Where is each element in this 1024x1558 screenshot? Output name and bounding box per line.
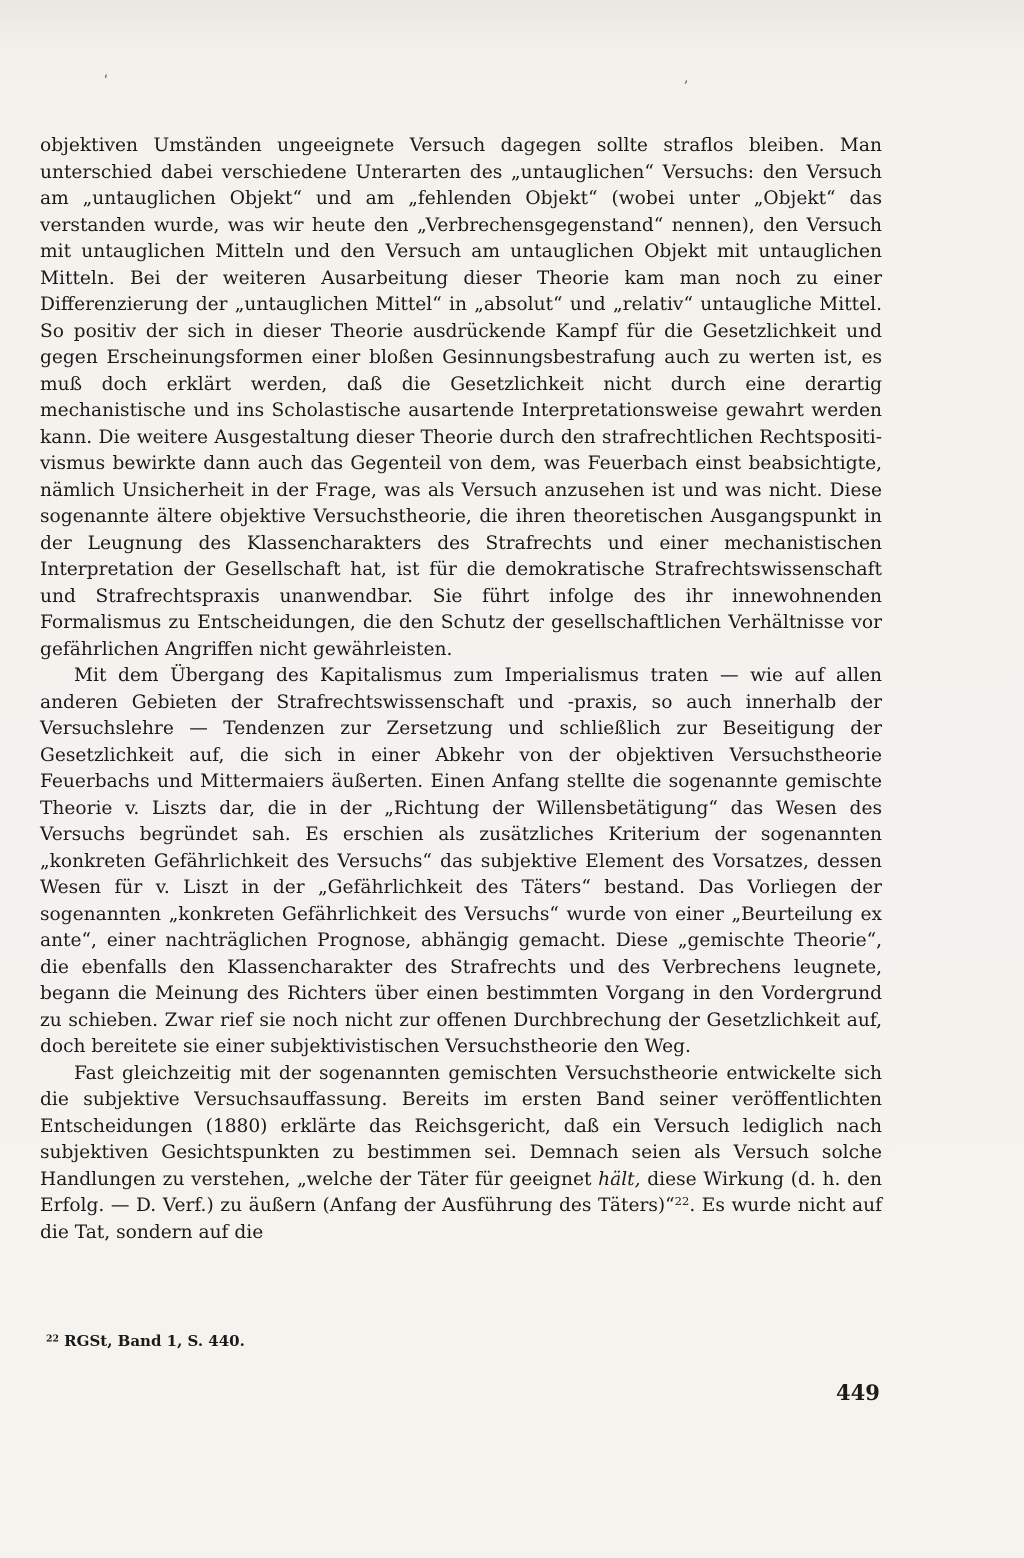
footnote-reference: 22 bbox=[674, 1194, 690, 1209]
paragraph-3-text-middle: diese Wirkung (d. h. den Erfolg. — D. Verf.) zu äußern (Anfang der Ausführung des Täters)“ bbox=[40, 1168, 882, 1216]
scan-mark: ʹ bbox=[104, 74, 108, 90]
footnote-text: RGSt, Band 1, S. 440. bbox=[58, 1332, 245, 1350]
paragraph-1: objektiven Umständen ungeeignete Versuch dagegen sollte straflos bleiben. Man unterschied dabei verschiedene Unterarten des „untauglichen“ Versuchs: den Versuch am „untauglichen Objekt“ und am „fehlenden Objekt“ (wobei unter „Objekt“ das verstanden wurde, was wir heute den „Verbrechensgegenstand“ nennen), den Versuch mit untauglichen Mitteln und den Versuch am untauglichen Objekt mit untauglichen Mitteln. Bei der weiteren Ausarbeitung dieser Theorie kam man noch zu einer Differenzierung der „untauglichen Mittel“ in „absolut“ und „relativ“ untaugliche Mittel. So positiv der sich in dieser Theorie ausdrückende Kampf für die Gesetzlichkeit und gegen Erscheinungsformen einer bloßen Gesinnungsbestrafung auch zu werten ist, es muß doch erklärt werden, daß die Gesetzlichkeit nicht durch eine derartig mechanistische und ins Scholastische ausartende Interpretationsweise gewahrt werden kann. Die weitere Ausgestaltung dieser Theorie durch den strafrechtlichen Rechtspositivismus bewirkte dann auch das Gegenteil von dem, was Feuerbach einst beabsichtigte, nämlich Unsicherheit in der Frage, was als Versuch anzusehen ist und was nicht. Diese sogenannte ältere objektive Versuchstheorie, die ihren theoretischen Ausgangspunkt in der Leugnung des Klassencharakters des Strafrechts und einer mechanistischen Interpretation der Gesellschaft hat, ist für die demokratische Strafrechtswissenschaft und Strafrechtspraxis unanwendbar. Sie führt infolge des ihr innewohnenden Formalismus zu Entscheidungen, die den Schutz der gesellschaftlichen Verhältnisse vor gefährlichen Angriffen nicht gewährleisten. bbox=[40, 135, 882, 660]
paragraph-3-emphasis: hält, bbox=[598, 1168, 641, 1190]
paragraph-3-text-before: Fast gleichzeitig mit der sogenannten gemischten Versuchstheorie entwickelte sich die subjektive Versuchsauffassung. Bereits im ersten Band seiner veröffentlichten Entscheidungen (1880) erklärte das Reichsgericht, daß ein Versuch lediglich nach subjektiven Gesichtspunkten zu bestimmen sei. Demnach seien als Versuch solche Handlungen zu verstehen, „welche der Täter für geeignet bbox=[40, 1062, 882, 1190]
paragraph-3 bbox=[40, 1061, 882, 1247]
footnote bbox=[46, 1332, 245, 1350]
body-text bbox=[40, 133, 882, 1246]
scan-mark: , bbox=[684, 70, 689, 86]
footnote-marker: 22 bbox=[46, 1333, 59, 1345]
page-number: 449 bbox=[836, 1380, 880, 1405]
paragraph-2: Mit dem Übergang des Kapitalismus zum Imperialismus traten — wie auf allen anderen Gebieten der Strafrechtswissenschaft und -praxis, so auch innerhalb der Versuchslehre — Tendenzen zur Zersetzung und schließlich zur Beseitigung der Gesetzlichkeit auf, die sich in einer Abkehr von der objektiven Versuchstheorie Feuerbachs und Mittermaiers äußerten. Einen Anfang stellte die sogenannte gemischte Theorie v. Liszts dar, die in der „Richtung der Willensbetätigung“ das Wesen des Versuchs begründet sah. Es erschien als zusätzliches Kriterium der sogenannten „konkreten Gefährlichkeit des Versuchs“ das subjektive Element des Vorsatzes, dessen Wesen für v. Liszt in der „Gefährlichkeit des Täters“ bestand. Das Vorliegen der sogenannten „konkreten Gefährlichkeit des Versuchs“ wurde von einer „Beurteilung ex ante“, einer nachträglichen Prognose, abhängig gemacht. Diese „gemischte Theorie“, die ebenfalls den Klassencharakter des Strafrechts und des Verbrechens leugnete, begann die Meinung des Richters über einen bestimmten Vorgang in den Vordergrund zu schieben. Zwar rief sie noch nicht zur offenen Durchbrechung der Gesetzlichkeit auf, doch bereitete sie einer subjektivistischen Versuchstheorie den Weg. bbox=[40, 665, 882, 1057]
paragraph-3-text-after: . Es wurde nicht auf die Tat, sondern auf die bbox=[40, 1195, 882, 1243]
